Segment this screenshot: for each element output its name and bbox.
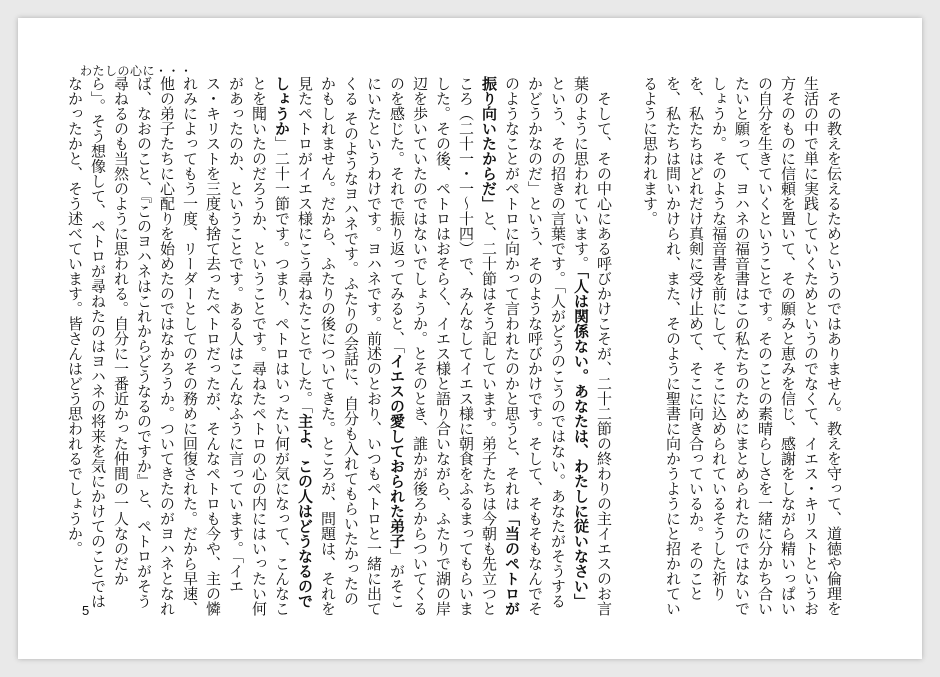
- emphasized-text: 主よ、この人はどうなるのでしょうか: [273, 76, 314, 609]
- emphasized-text: 「人は関係ない。あなたは、わたしに従いなさい」: [572, 271, 590, 609]
- text-segment: 」がそこにいたというわけです。ヨハネです。前述のとおり、いつもペトロと一緒に出てくる そのようなヨハネです。ふたりの会話に、自分も入れてもらいたかったのかもしれません。だから、ふたりの後についてきた。ところが、問題は、それを見たペトロがイエス様にこう尋ねたことでした。「: [296, 76, 406, 616]
- page-number: 5: [82, 603, 90, 618]
- emphasized-text: 「当のペトロが振り向いたからだ」: [480, 76, 521, 616]
- text-segment: そして、その中心にある呼びかけこそが、二十二節の終わりの主イエスのお言葉のように思われています。: [572, 76, 613, 616]
- text-segment: 」二十一節です。つまり、ペトロはいったい何が気になって、こんなことを聞いたのだろうか、ということです。尋ねたペトロの心の内にはいったい何があったのか、ということです。ある人はこんなふうに言っています。「イエス・キリストを三度も捨て去ったペトロだったが、そんなペトロも今や、主の憐れみによってもう一度、リーダーとしてのその務めに回復された。だから早速、他の弟子たちに心配りを始めたのではなかろうか。ついてきたのがヨハネとなれば、なおのこと、『このヨハネはこれからどうなるのですか』と、ペトロがそう尋ねるのも当然のように思われる。自分に一番近かった仲間の一人なのだから」。そう想像して、ペトロが尋ねたのはヨハネの将来を気にかけてのことではなかったかと、そう述べています。皆さんはどう思われるでしょうか。: [66, 76, 291, 616]
- document-page: [18, 18, 922, 659]
- paragraph: [63, 76, 615, 616]
- text-segment: その教えを伝えるためというのではありません。教えを守って、道徳や倫理を生活の中で単に実践していくためというのでなくて、イエス・キリストというお方そのものに信頼を置いて、その願みと恵みを信じ、感謝をしながら精いっぱいの自分を生きていくということです。そのことの素晴らしさを一緒に分かち合いたいと願って、ヨハネの福音書はこの私たちのためにまとめられたのではないでしょうか。そのような福音書を前にして、そこに込められているそうした祈りを、私たちはどれだけ真剣に受け止めて、そこに向き合っているか。そのことを、私たちは問いかけられ、また、そのように聖書に向かうようにと招かれているように思われます。: [641, 76, 843, 616]
- body-text: [66, 76, 845, 616]
- paragraph-gap: [615, 76, 638, 616]
- emphasized-text: イエスの愛しておられた弟子: [388, 353, 406, 549]
- running-header: わたしの心に・・・: [80, 64, 193, 78]
- text-segment: という、その招きの言葉です。「人がどうのこうのではない。あなたがそうするかどうかなのだ」という、そのような呼びかけです。そして、そもそもなんでそのようなことがペトロに向かって言われたのかと思うと、それは: [503, 76, 567, 616]
- text-segment: と、二十節はそう記しています。弟子たちは今朝も先立つところ（二十一・一〜十四）で、みんなしてイエス様に朝食をふるまってもらいました。その後、ペトロはおそらく、イエス様と語り合いながら、ふたりで湖の岸辺を歩いていたのではないでしょうか。とそのとき、誰かが後ろからついてくるのを感じた。それで振り返ってみると、「: [388, 76, 498, 616]
- paragraph: [638, 76, 845, 616]
